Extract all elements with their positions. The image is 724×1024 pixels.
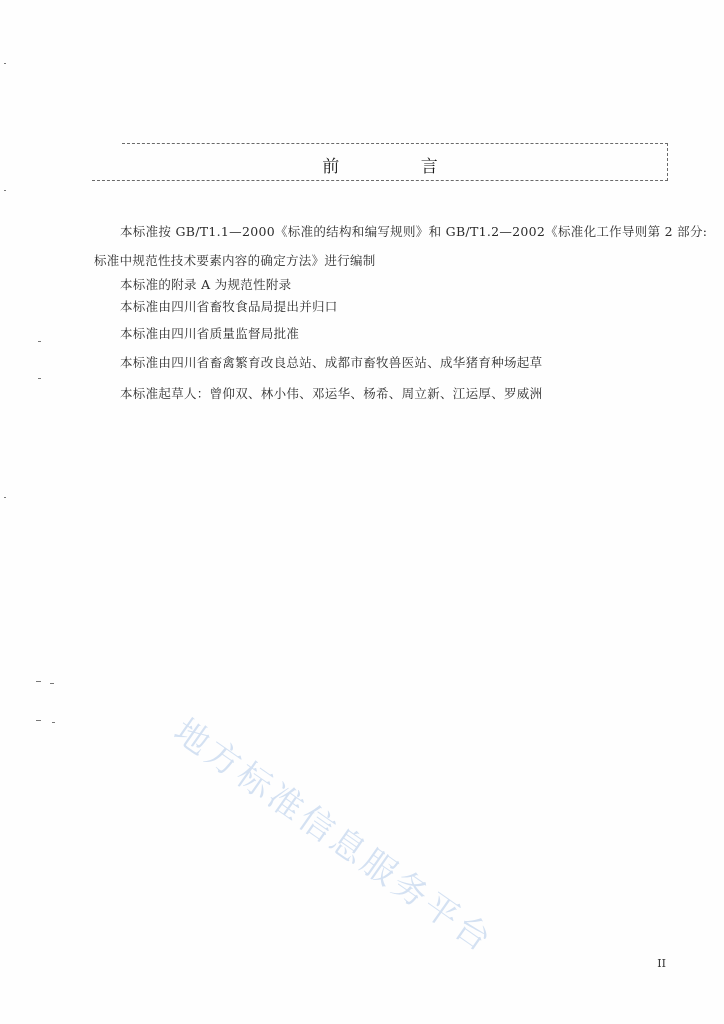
scan-speck <box>4 190 6 191</box>
paragraph-1-line-1: 本标准按 GB/T1.1—2000《标准的结构和编写规则》和 GB/T1.2—2002《标准化工作导则第 2 部分: <box>120 224 708 239</box>
scan-speck <box>36 681 41 682</box>
paragraph-5: 本标准由四川省畜禽繁育改良总站、成都市畜牧兽医站、成华猪育种场起草 <box>120 355 543 370</box>
paragraph-1-line-2: 标准中规范性技术要素内容的确定方法》进行编制 <box>94 253 376 268</box>
page-number: II <box>657 957 666 970</box>
heading-top-rule <box>122 143 668 144</box>
paragraph-4: 本标准由四川省质量监督局批准 <box>120 326 300 341</box>
paragraph-3: 本标准由四川省畜牧食品局提出并归口 <box>120 299 338 314</box>
scan-speck <box>36 720 41 721</box>
heading-box <box>92 143 668 181</box>
scan-speck <box>38 341 41 342</box>
heading-bottom-rule <box>92 180 668 181</box>
watermark: 地方标准信息服务平台 <box>166 710 501 962</box>
scan-speck <box>50 683 54 684</box>
page-title: 前 言 <box>322 157 476 177</box>
scan-speck <box>38 378 41 379</box>
scan-speck <box>52 722 55 723</box>
paragraph-6: 本标准起草人：曾仰双、林小伟、邓运华、杨希、周立新、江运厚、罗威洲 <box>120 386 543 401</box>
scan-speck <box>4 497 6 498</box>
paragraph-2: 本标准的附录 A 为规范性附录 <box>120 277 292 292</box>
scan-speck <box>4 63 6 64</box>
